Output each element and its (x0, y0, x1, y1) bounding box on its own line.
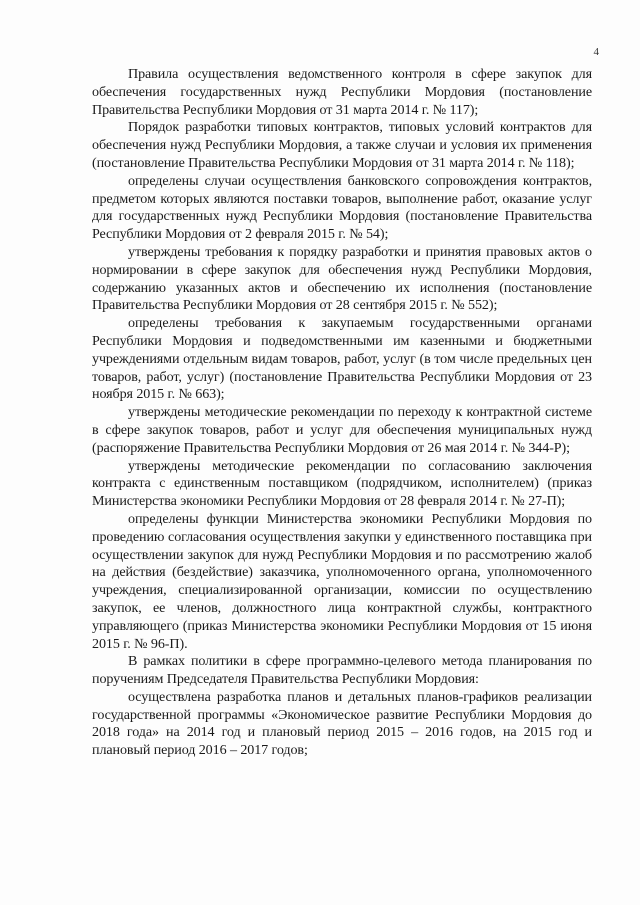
paragraph-7: утверждены методические рекомендации по согласованию заключения контракта с единственным поставщиком (подрядчиком, исполнителем) (приказ Министерства экономики Республики Мордовия от 28 февраля 2014 г. № 27-П); (92, 457, 592, 510)
paragraph-1: Правила осуществления ведомственного контроля в сфере закупок для обеспечения государственных нужд Республики Мордовия (постановление Правительства Республики Мордовия от 31 марта 2014 г. № 117); (92, 66, 592, 118)
paragraph-2: Порядок разработки типовых контрактов, типовых условий контрактов для обеспечения нужд Республики Мордовия, а также случаи и условия их применения (постановление Правительства Республики Мордовия от 31 марта 2014 г. № 118); (92, 119, 592, 171)
paragraph-10: осуществлена разработка планов и детальных планов-графиков реализации государственной программы «Экономическое развитие Республики Мордовия до 2018 года» на 2014 год и плановый период 2015 – 2016 годов, на 2015 год и плановый период 2016 – 2017 годов; (92, 688, 592, 759)
paragraph-9: В рамках политики в сфере программно-целевого метода планирования по поручениям Председателя Правительства Республики Мордовия: (92, 653, 592, 688)
paragraph-6: утверждены методические рекомендации по переходу к контрактной системе в сфере закупок товаров, работ и услуг для обеспечения муниципальных нужд (распоряжение Правительства Республики Мордовия от 26 мая 2014 г. № 344-Р); (92, 404, 592, 456)
paragraph-4: утверждены требования к порядку разработки и принятия правовых актов о нормировании в сфере закупок для обеспечения нужд Республики Мордовия, содержанию указанных актов и обеспечению их исполнения (постановление Правительства Республики Мордовия от 28 сентября 2015 г. № 552); (92, 243, 592, 314)
paragraph-8: определены функции Министерства экономики Республики Мордовия по проведению согласования осуществления закупки у единственного поставщика при осуществлении закупок для нужд Республики Мордовия и по рассмотрению жалоб на действия (бездействие) заказчика, уполномоченного органа, уполномоченного учреждения, специализированной организации, комиссии по осуществлению закупок, ее членов, должностного лица контрактной службы, контрактного управляющего (приказ Министерства экономики Республики Мордовия от 15 июня 2015 г. № 96-П). (92, 510, 592, 652)
paragraph-5: определены требования к закупаемым государственными органами Республики Мордовия и подведомственными им казенными и бюджетными учреждениями отдельным видам товаров, работ, услуг (в том числе предельных цен товаров, работ, услуг) (постановление Правительства Республики Мордовия от 23 ноября 2015 г. № 663); (92, 315, 592, 403)
document-body (92, 66, 592, 760)
page-number: 4 (593, 46, 599, 58)
paragraph-3: определены случаи осуществления банковского сопровождения контрактов, предметом которых являются поставки товаров, выполнение работ, оказание услуг для государственных нужд Республики Мордовия (постановление Правительства Республики Мордовия от 2 февраля 2015 г. № 54); (92, 172, 592, 243)
